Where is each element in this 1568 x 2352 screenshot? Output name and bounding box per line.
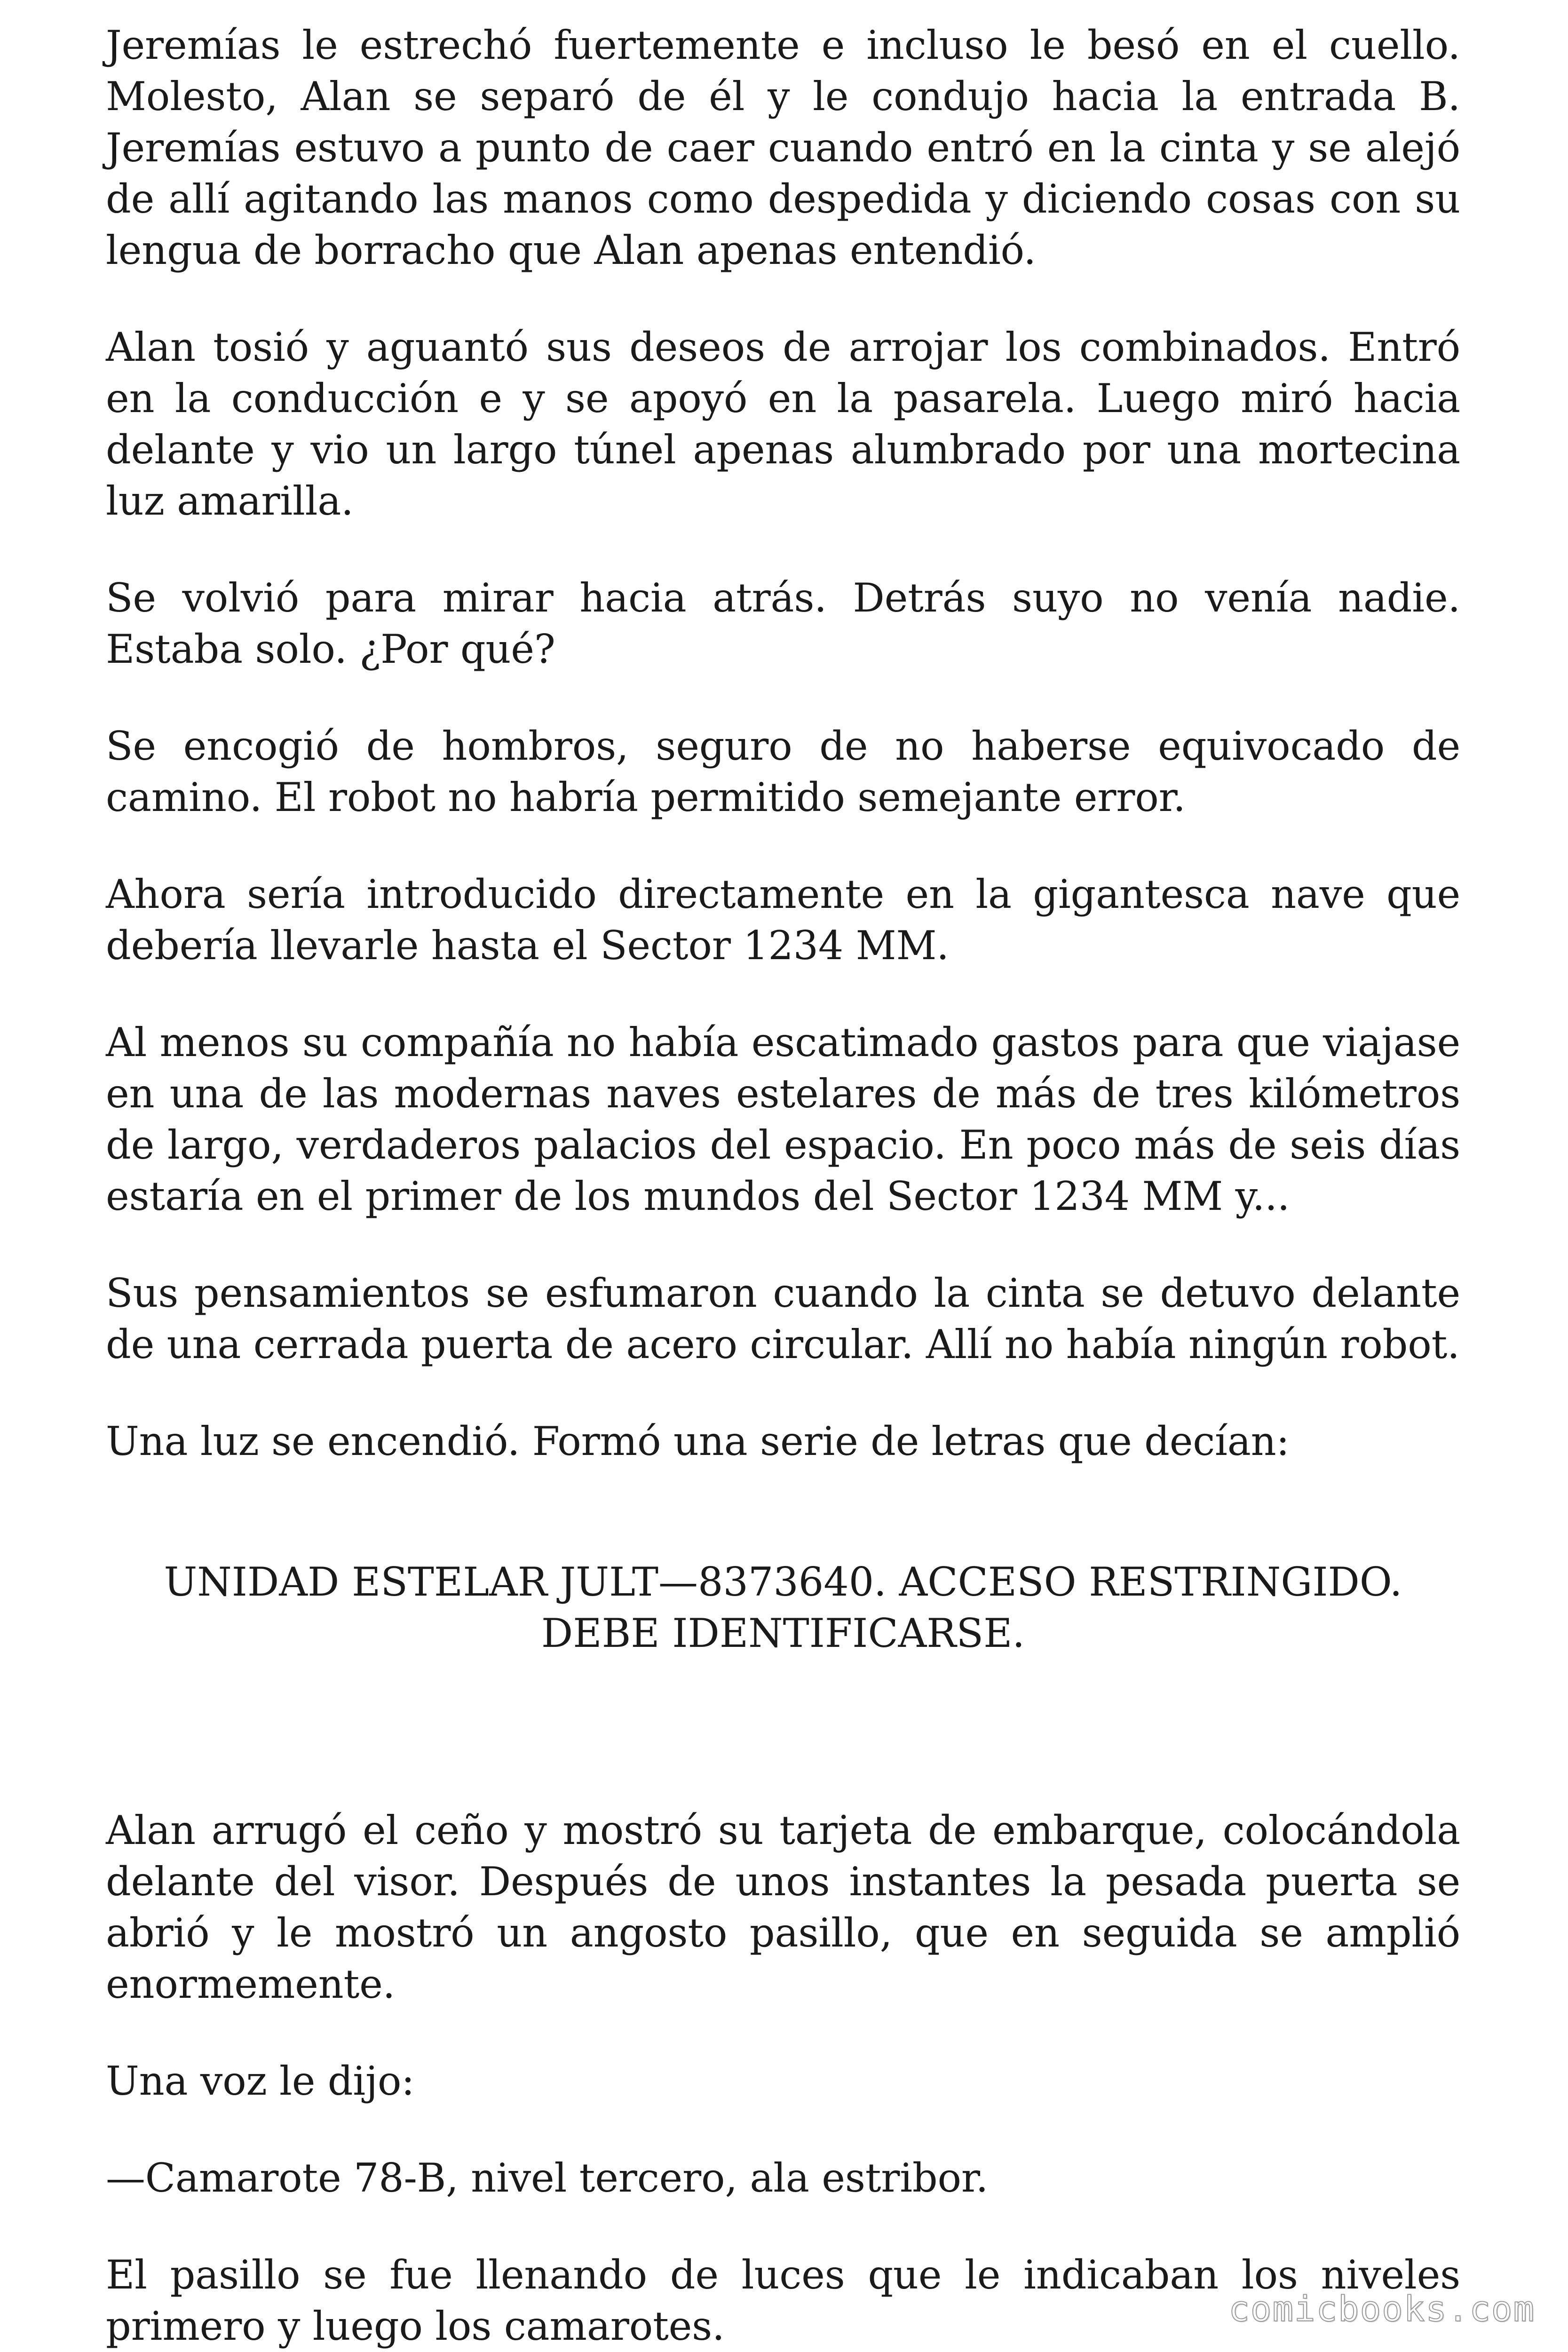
paragraph-6: Al menos su compañía no había escatimado gastos para que viajase en una de las modernas naves estelares de más de tres kilómetros de largo, verdaderos palacios del espacio. En poco más de seis días estaría en el primer de los mundos del Sector 1234 MM y... xyxy=(106,1019,1460,1219)
paragraph-11: —Camarote 78-B, nivel tercero, ala estribor. xyxy=(106,2155,989,2201)
paragraph-7: Sus pensamientos se esfumaron cuando la cinta se detuvo delante de una cerrada puerta de acero circular. Allí no había ningún robot. xyxy=(106,1270,1460,1367)
paragraph-10: Una voz le dijo: xyxy=(106,2058,415,2104)
paragraph-9: Alan arrugó el ceño y mostró su tarjeta de embarque, colocándola delante del visor. Después de unos instantes la pesada puerta se abrió y le mostró un angosto pasillo, que en seguida se amplió enormemente. xyxy=(106,1807,1460,2007)
paragraph-4: Se encogió de hombros, seguro de no haberse equivocado de camino. El robot no habría permitido semejante error. xyxy=(106,723,1460,820)
paragraph-12: El pasillo se fue llenando de luces que le indicaban los niveles primero y luego los camarotes. xyxy=(106,2252,1460,2349)
access-notice: UNIDAD ESTELAR JULT—8373640. ACCESO RESTRINGIDO. DEBE IDENTIFICARSE. xyxy=(164,1559,1402,1656)
paragraph-3: Se volvió para mirar hacia atrás. Detrás suyo no venía nadie. Estaba solo. ¿Por qué? xyxy=(106,575,1460,672)
paragraph-1: Jeremías le estrechó fuertemente e incluso le besó en el cuello. Molesto, Alan se separó de él y le condujo hacia la entrada B. Jeremías estuvo a punto de caer cuando entró en la cinta y se alejó de allí agitando las manos como despedida y diciendo cosas con su lengua de borracho que Alan apenas entendió. xyxy=(106,22,1460,273)
paragraph-8: Una luz se encendió. Formó una serie de letras que decían: xyxy=(106,1418,1290,1464)
paragraph-2: Alan tosió y aguantó sus deseos de arrojar los combinados. Entró en la conducción e y se apoyó en la pasarela. Luego miró hacia delante y vio un largo túnel apenas alumbrado por una mortecina luz amarilla. xyxy=(106,324,1460,524)
text-column xyxy=(106,20,1460,2352)
watermark: comicbooks.com xyxy=(1228,2289,1535,2329)
paragraph-5: Ahora sería introducido directamente en la gigantesca nave que debería llevarle hasta el Sector 1234 MM. xyxy=(106,871,1460,969)
